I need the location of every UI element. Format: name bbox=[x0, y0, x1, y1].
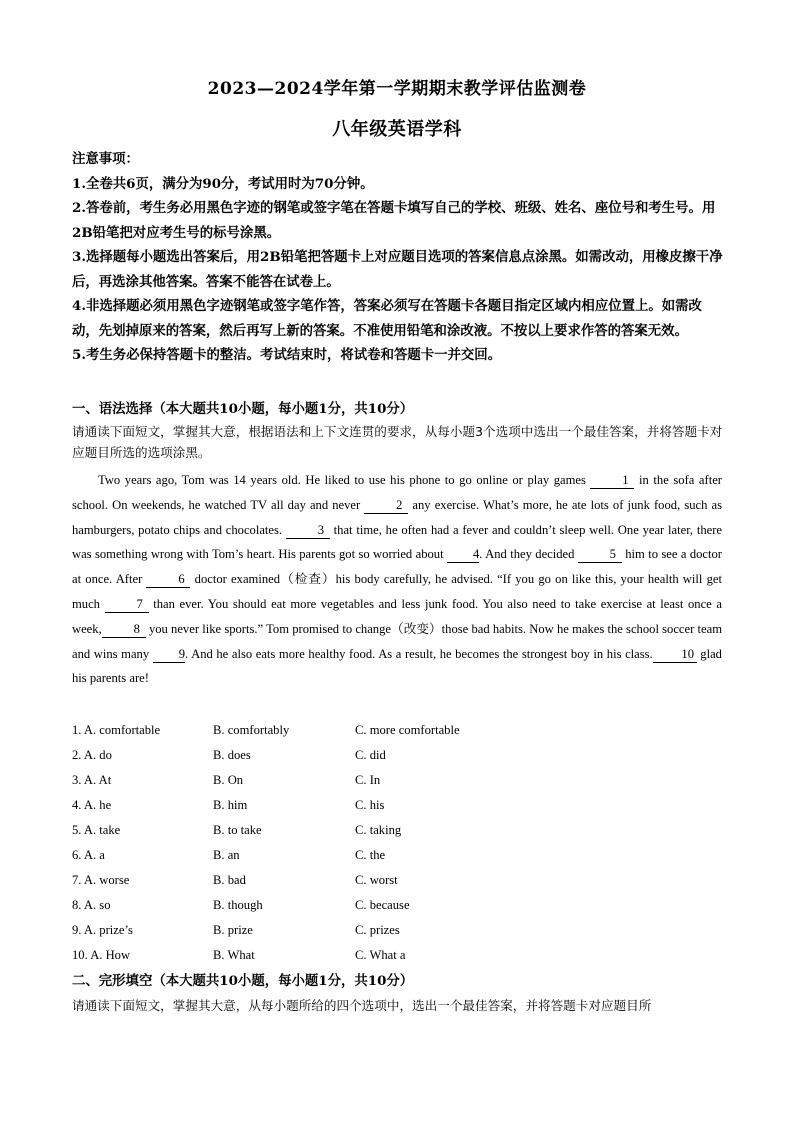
option-row-3 bbox=[72, 768, 632, 793]
note-item-4: 4.非选择题必须用黑色字迹钢笔或签字笔作答，答案必须写在答题卡各题目指定区域内相应位置上。如需改动，先划掉原来的答案，然后再写上新的答案。不准使用铅笔和涂改液。不按以上要求作答的答案无效。 bbox=[72, 298, 702, 339]
option-a: 1. A. comfortable bbox=[72, 723, 161, 737]
option-b: B. to take bbox=[213, 823, 262, 837]
notes-heading: 注意事项： bbox=[72, 151, 139, 167]
section1-heading: 一、语法选择（本大题共10小题，每小题1分，共10分） bbox=[72, 401, 414, 417]
option-row-7 bbox=[72, 868, 632, 893]
option-b: B. What bbox=[213, 948, 255, 962]
blank-7: 7 bbox=[105, 597, 149, 613]
option-row-2 bbox=[72, 743, 632, 768]
exam-subtitle: 八年级英语学科 bbox=[332, 119, 462, 140]
section1-passage bbox=[72, 468, 722, 691]
passage-text: in the sofa after school. On weekends, he watched TV all day and never bbox=[72, 473, 722, 512]
option-c: C. because bbox=[355, 898, 410, 912]
option-a: 2. A. do bbox=[72, 748, 112, 762]
blank-5: 5 bbox=[578, 547, 622, 563]
option-row-1 bbox=[72, 718, 632, 743]
passage-text: . And he also eats more healthy food. As a result, he becomes the strongest boy in his class. bbox=[185, 646, 653, 661]
option-a: 9. A. prize’s bbox=[72, 923, 133, 937]
option-b: B. him bbox=[213, 798, 248, 812]
option-b: B. comfortably bbox=[213, 723, 290, 737]
option-a: 4. A. he bbox=[72, 798, 112, 812]
blank-2: 2 bbox=[364, 498, 408, 514]
passage-text: Two years ago, Tom was 14 years old. He liked to use his phone to go online or play games bbox=[98, 473, 591, 487]
option-a: 5. A. take bbox=[72, 823, 121, 837]
option-row-10 bbox=[72, 943, 632, 968]
option-c: C. his bbox=[355, 798, 385, 812]
section1-instruction: 请通读下面短文，掌握其大意，根据语法和上下文连贯的要求，从每小题3个选项中选出一个最佳答案，并将答题卡对应题目所选的选项涂黑。 bbox=[72, 424, 723, 460]
blank-3: 3 bbox=[286, 523, 330, 539]
option-c: C. In bbox=[355, 773, 381, 787]
option-c: C. the bbox=[355, 848, 386, 862]
blank-1: 1 bbox=[590, 473, 634, 489]
passage-text: glad his parents are! bbox=[72, 646, 722, 686]
passage-text: him to see a doctor at once. After bbox=[72, 547, 722, 587]
option-a: 3. A. At bbox=[72, 773, 112, 787]
note-item-5: 5.考生务必保持答题卡的整洁。考试结束时，将试卷和答题卡一并交回。 bbox=[72, 347, 502, 363]
option-c: C. What a bbox=[355, 948, 406, 962]
section1-options bbox=[72, 718, 632, 968]
note-item-1: 1.全卷共6页，满分为90分，考试用时为70分钟。 bbox=[72, 175, 374, 192]
passage-text: any exercise. What’s more, he ate lots of junk food, such as hamburgers, potato chips and chocolates. bbox=[72, 497, 722, 537]
notes-block bbox=[72, 147, 724, 368]
option-c: C. did bbox=[355, 748, 386, 762]
option-c: C. worst bbox=[355, 873, 398, 887]
passage-text: . And they decided bbox=[479, 547, 578, 562]
option-b: B. prize bbox=[213, 923, 253, 937]
option-a: 10. A. How bbox=[72, 948, 131, 962]
option-c: C. taking bbox=[355, 823, 402, 837]
section2-heading: 二、完形填空（本大题共10小题，每小题1分，共10分） bbox=[72, 973, 414, 989]
option-c: C. more comfortable bbox=[355, 723, 460, 737]
blank-10: 10 bbox=[653, 647, 697, 663]
option-c: C. prizes bbox=[355, 923, 400, 937]
option-row-9 bbox=[72, 918, 632, 943]
section2-instruction: 请通读下面短文，掌握其大意，从每小题所给的四个选项中，选出一个最佳答案，并将答题卡对应题目所 bbox=[72, 998, 652, 1013]
passage-text: than ever. You should eat more vegetables and less junk food. You also need to take exercise at least once a week, bbox=[72, 596, 722, 636]
blank-4: 4 bbox=[447, 547, 479, 563]
option-row-6 bbox=[72, 843, 632, 868]
option-a: 8. A. so bbox=[72, 898, 111, 912]
option-a: 7. A. worse bbox=[72, 873, 130, 887]
option-a: 6. A. a bbox=[72, 848, 105, 862]
blank-6: 6 bbox=[146, 572, 190, 588]
option-b: B. does bbox=[213, 748, 251, 762]
blank-8: 8 bbox=[102, 622, 146, 638]
option-row-4 bbox=[72, 793, 632, 818]
option-b: B. On bbox=[213, 773, 244, 787]
passage-text: that time, he often had a fever and couldn’t sleep well. One year later, there was something wrong with Tom’s heart. His parents got so worried about bbox=[72, 522, 723, 562]
exam-title: 2023—2024学年第一学期期末教学评估监测卷 bbox=[207, 79, 587, 99]
passage-text: you never like sports.” Tom promised to change（改变）those bad habits. Now he makes the school soccer team and wins many bbox=[72, 621, 722, 661]
option-b: B. though bbox=[213, 898, 263, 912]
option-b: B. bad bbox=[213, 873, 246, 887]
note-item-3: 3.选择题每小题选出答案后，用2B铅笔把答题卡上对应题目选项的答案信息点涂黑。如需改动，用橡皮擦干净后，再选涂其他答案。答案不能答在试卷上。 bbox=[72, 249, 723, 290]
option-b: B. an bbox=[213, 848, 240, 862]
blank-9: 9 bbox=[153, 647, 185, 663]
passage-text: doctor examined（检查）his body carefully, he advised. “If you go on like this, your health will get much bbox=[72, 572, 722, 611]
option-row-8 bbox=[72, 893, 632, 918]
note-item-2: 2.答卷前，考生务必用黑色字迹的钢笔或签字笔在答题卡填写自己的学校、班级、姓名、座位号和考生号。用2B铅笔把对应考生号的标号涂黑。 bbox=[72, 200, 716, 241]
option-row-5 bbox=[72, 818, 632, 843]
